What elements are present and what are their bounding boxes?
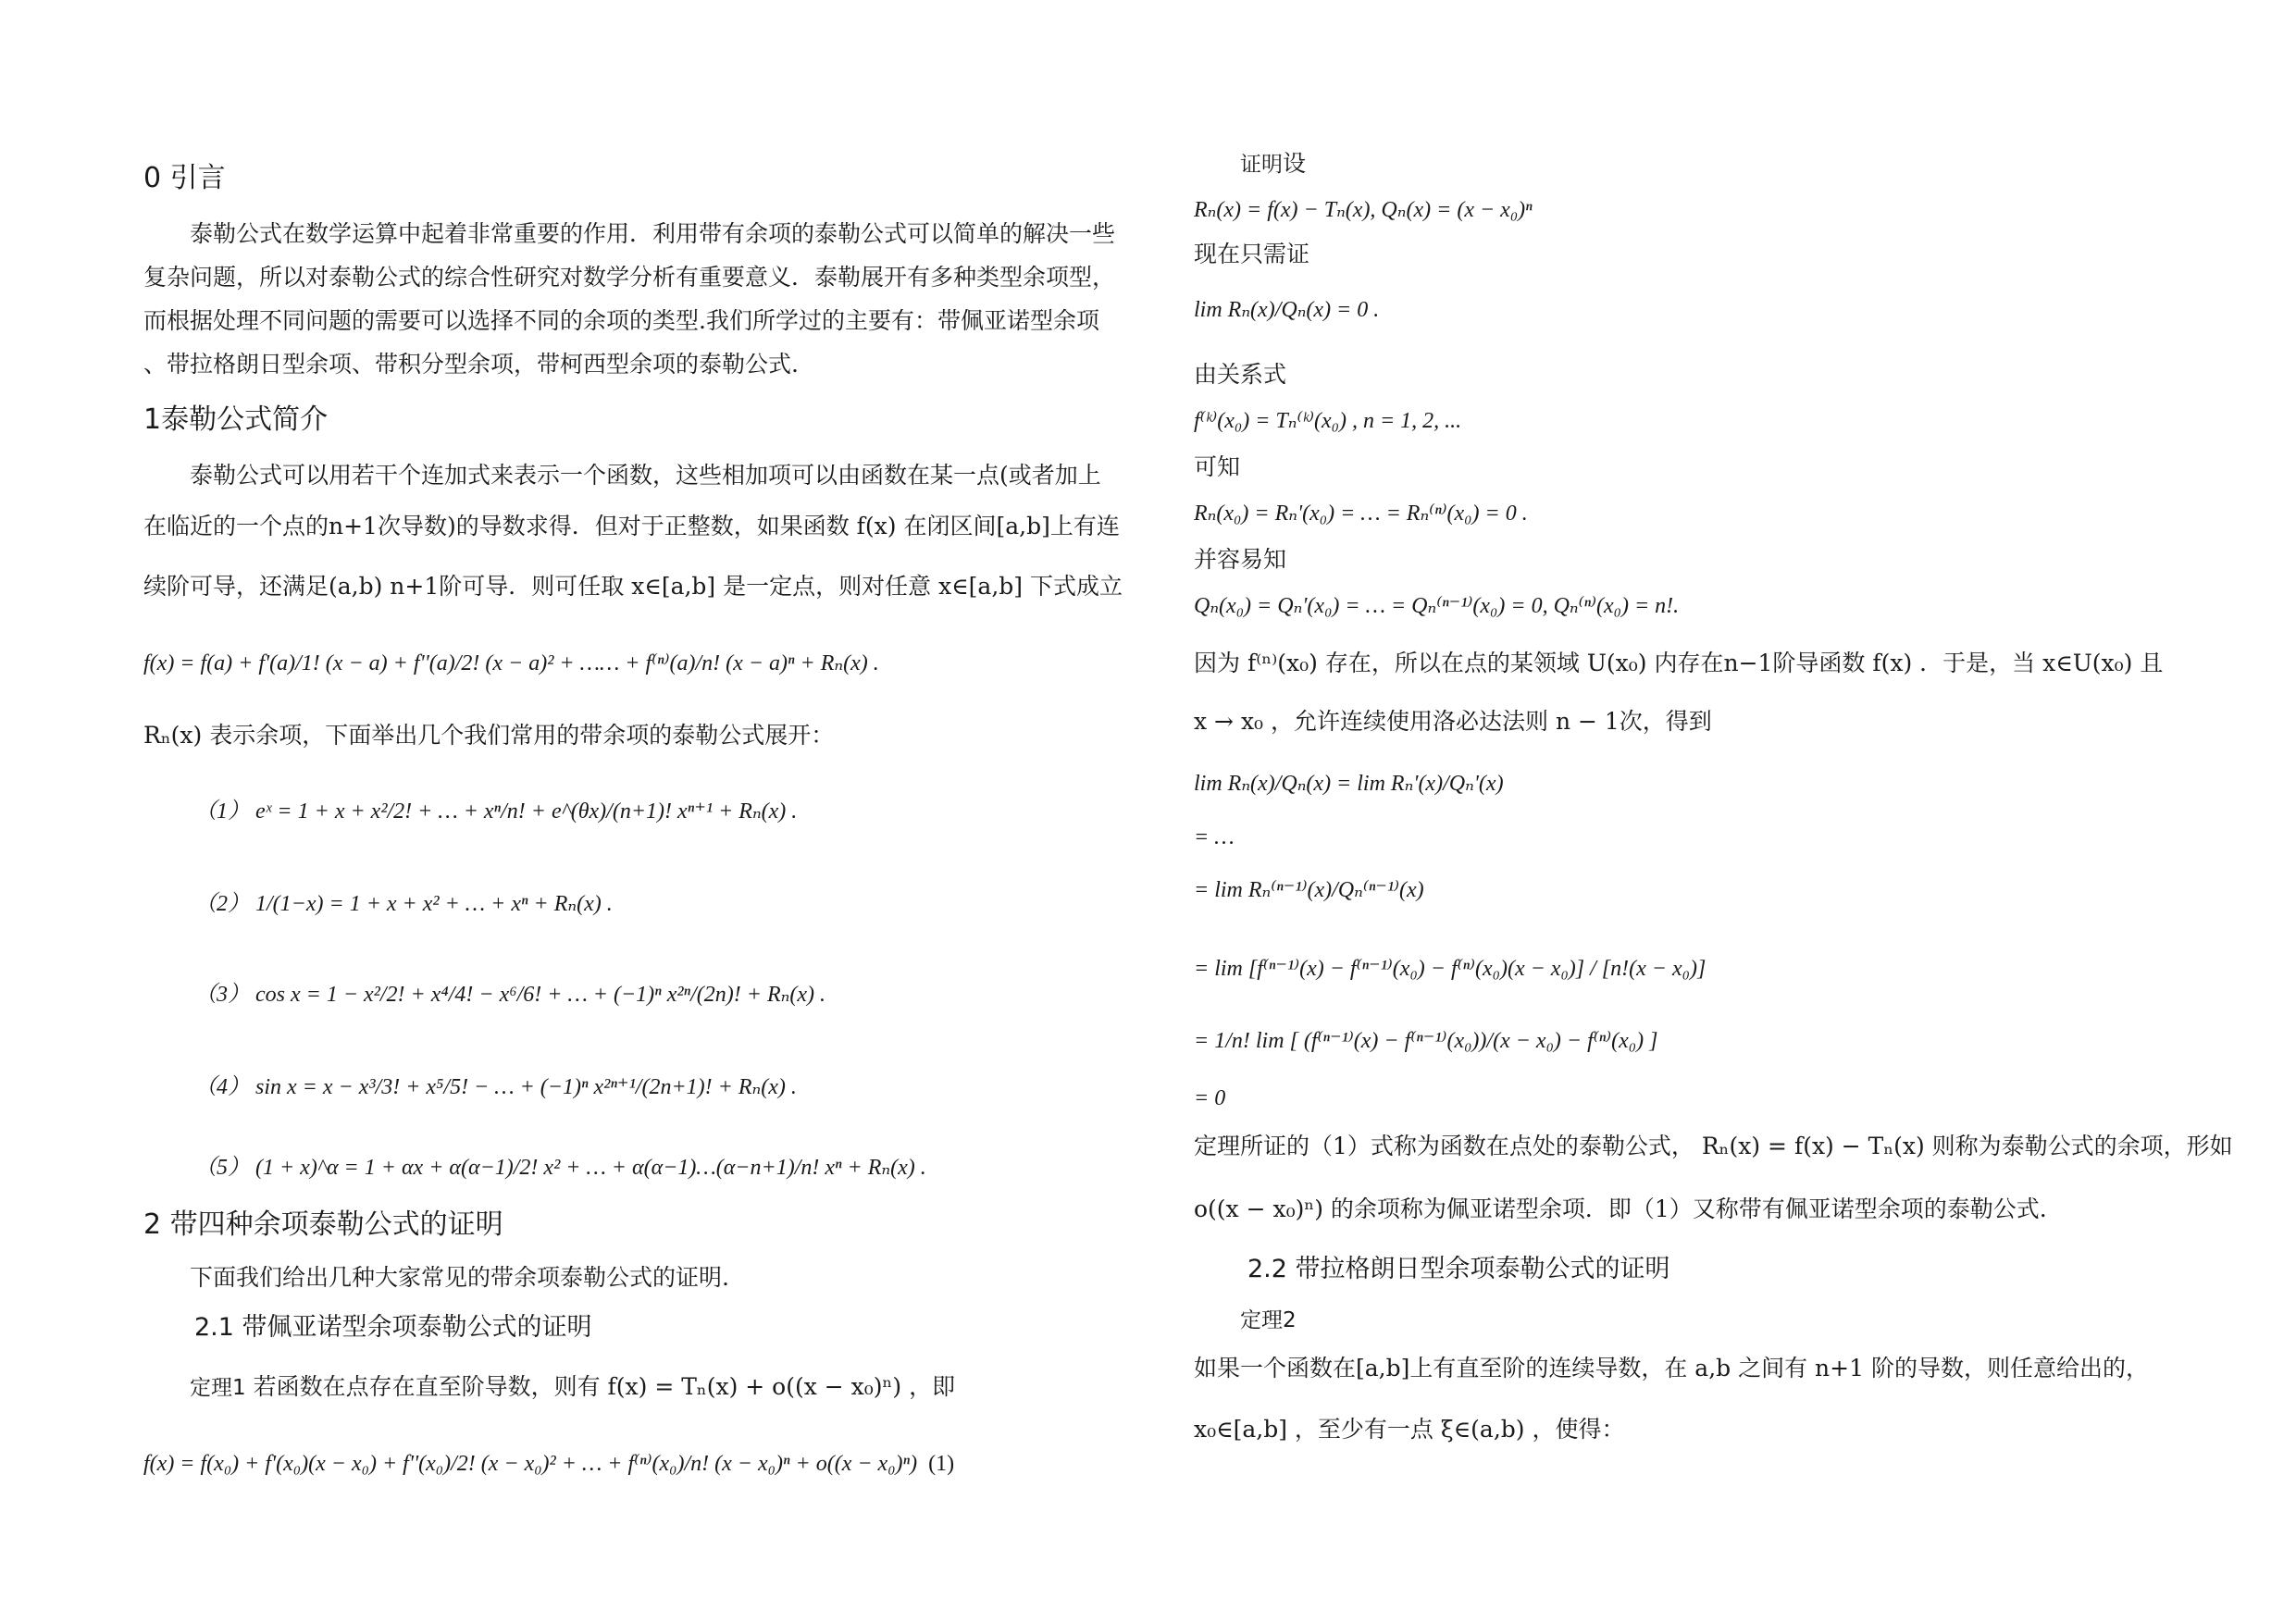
expansion-2: （2） 1/(1−x) = 1 + x + x² + … + xⁿ + Rₙ(x) . [194, 892, 613, 916]
need-line: 现在只需证 [1194, 241, 1310, 267]
formula-1 [143, 1448, 954, 1480]
proof-intro [1240, 148, 1306, 180]
know-line: 可知 [1194, 453, 1241, 480]
section-2-1-title: 2.1 带佩亚诺型余项泰勒公式的证明 [194, 1313, 592, 1342]
chain-step-2: = … [1194, 825, 1235, 849]
theorem-1-text: 若函数在点存在直至阶导数，则有 f(x) = Tₙ(x) + o((x − x₀)ⁿ) ，即 [253, 1373, 956, 1400]
intro-line-4: 、带拉格朗日型余项、带积分型余项，带柯西型余项的泰勒公式. [143, 351, 799, 378]
definition-line: Rₙ(x) = f(x) − Tₙ(x), Qₙ(x) = (x − x₀)ⁿ [1194, 198, 1533, 222]
sec1-line-1: 泰勒公式可以用若干个连加式来表示一个函数，这些相加项可以由函数在某一点(或者加上 [190, 462, 1101, 489]
remainder-zero: Rₙ(x₀) = Rₙ'(x₀) = … = Rₙ⁽ⁿ⁾(x₀) = 0 . [1194, 502, 1528, 526]
proof-word: 设 [1283, 150, 1307, 177]
conclusion-line-2: o((x − x₀)ⁿ) 的余项称为佩亚诺型余项．即（1）又称带有佩亚诺型余项的泰勒公式. [1194, 1196, 2047, 1222]
chain-step-4: = lim [f⁽ⁿ⁻¹⁾(x) − f⁽ⁿ⁻¹⁾(x₀) − f⁽ⁿ⁾(x₀)(x − x₀)] / [n!(x − x₀)] [1194, 957, 1706, 981]
taylor-formula: f(x) = f(a) + f'(a)/1! (x − a) + f''(a)/2! (x − a)² + …… + f⁽ⁿ⁾(a)/n! (x − a)ⁿ + Rₙ(x) . [143, 651, 879, 675]
chain-step-6: = 0 [1194, 1086, 1226, 1110]
theorem-1 [190, 1371, 955, 1404]
section-1-title: 1泰勒公式简介 [143, 403, 329, 436]
proof-label: 证明 [1240, 153, 1283, 177]
chain-step-1: lim Rₙ(x)/Qₙ(x) = lim Rₙ'(x)/Qₙ'(x) [1194, 772, 1504, 796]
because-line: 因为 f⁽ⁿ⁾(x₀) 存在，所以在点的某领域 U(x₀) 内存在n−1阶导函数 f(x) ．于是，当 x∈U(x₀) 且 [1194, 650, 2164, 676]
intro-line-1: 泰勒公式在数学运算中起着非常重要的作用．利用带有余项的泰勒公式可以简单的解决一些 [190, 220, 1116, 247]
formula-1-body: f(x) = f(x₀) + f'(x₀)(x − x₀) + f''(x₀)/2! (x − x₀)² + … + f⁽ⁿ⁾(x₀)/n! (x − x₀)ⁿ + o((x − x₀)ⁿ) [143, 1452, 918, 1476]
expansion-1: （1） eˣ = 1 + x + x²/2! + … + xⁿ/n! + e^(θx)/(n+1)! xⁿ⁺¹ + Rₙ(x) . [194, 799, 798, 824]
intro-line-3: 而根据处理不同问题的需要可以选择不同的余项的类型.我们所学过的主要有：带佩亚诺型余项 [143, 307, 1099, 334]
remainder-line: Rₙ(x) 表示余项，下面举出几个我们常用的带余项的泰勒公式展开： [143, 722, 835, 749]
theorem-1-label: 定理1 [190, 1376, 246, 1400]
section-2-title: 2 带四种余项泰勒公式的证明 [143, 1208, 503, 1241]
conclusion-line-1: 定理所证的（1）式称为函数在点处的泰勒公式， Rₙ(x) = f(x) − Tₙ(x) 则称为泰勒公式的余项，形如 [1194, 1133, 2233, 1159]
expansion-3: （3） cos x = 1 − x²/2! + x⁴/4! − x⁶/6! + … + (−1)ⁿ x²ⁿ/(2n)! + Rₙ(x) . [194, 983, 825, 1007]
expansion-5: （5） (1 + x)^α = 1 + αx + α(α−1)/2! x² + … + α(α−1)…(α−n+1)/n! xⁿ + Rₙ(x) . [194, 1156, 926, 1180]
sec1-line-2: 在临近的一个点的n+1次导数)的导数求得．但对于正整数，如果函数 f(x) 在闭区间[a,b]上有连 [143, 513, 1120, 539]
expansion-4: （4） sin x = x − x³/3! + x⁵/5! − … + (−1)ⁿ x²ⁿ⁺¹/(2n+1)! + Rₙ(x) . [194, 1075, 797, 1099]
relation-formula: f⁽ᵏ⁾(x₀) = Tₙ⁽ᵏ⁾(x₀) , n = 1, 2, ... [1194, 409, 1462, 433]
easy-line: 并容易知 [1194, 546, 1287, 573]
limit-goal: lim Rₙ(x)/Qₙ(x) = 0 . [1194, 298, 1380, 322]
chain-step-3: = lim Rₙ⁽ⁿ⁻¹⁾(x)/Qₙ⁽ⁿ⁻¹⁾(x) [1194, 878, 1424, 902]
theorem-2-label: 定理2 [1240, 1308, 1297, 1332]
chain-step-5: = 1/n! lim [ (f⁽ⁿ⁻¹⁾(x) − f⁽ⁿ⁻¹⁾(x₀))/(x − x₀) − f⁽ⁿ⁾(x₀) ] [1194, 1029, 1658, 1053]
formula-1-tag: (1) [928, 1452, 955, 1476]
lhopital-line: x → x₀ ，允许连续使用洛必达法则 n − 1次，得到 [1194, 708, 1712, 735]
theorem-2-line-1: 如果一个函数在[a,b]上有直至阶的连续导数，在 a,b 之间有 n+1 阶的导数，则任意给出的， [1194, 1355, 2149, 1381]
section-2-2-title: 2.2 带拉格朗日型余项泰勒公式的证明 [1247, 1255, 1670, 1283]
relation-line: 由关系式 [1194, 361, 1287, 388]
theorem-2-line-2: x₀∈[a,b] ，至少有一点 ξ∈(a,b) ，使得： [1194, 1416, 1625, 1443]
q-values: Qₙ(x₀) = Qₙ'(x₀) = … = Qₙ⁽ⁿ⁻¹⁾(x₀) = 0, Qₙ⁽ⁿ⁾(x₀) = n!. [1194, 594, 1680, 618]
sec1-line-3: 续阶可导，还满足(a,b) n+1阶可导．则可任取 x∈[a,b] 是一定点，则对任意 x∈[a,b] 下式成立 [143, 573, 1123, 600]
intro-line-2: 复杂问题，所以对泰勒公式的综合性研究对数学分析有重要意义．泰勒展开有多种类型余项型， [143, 264, 1116, 291]
section-0-title: 0 引言 [143, 162, 226, 194]
sec2-intro: 下面我们给出几种大家常见的带余项泰勒公式的证明. [190, 1264, 729, 1291]
